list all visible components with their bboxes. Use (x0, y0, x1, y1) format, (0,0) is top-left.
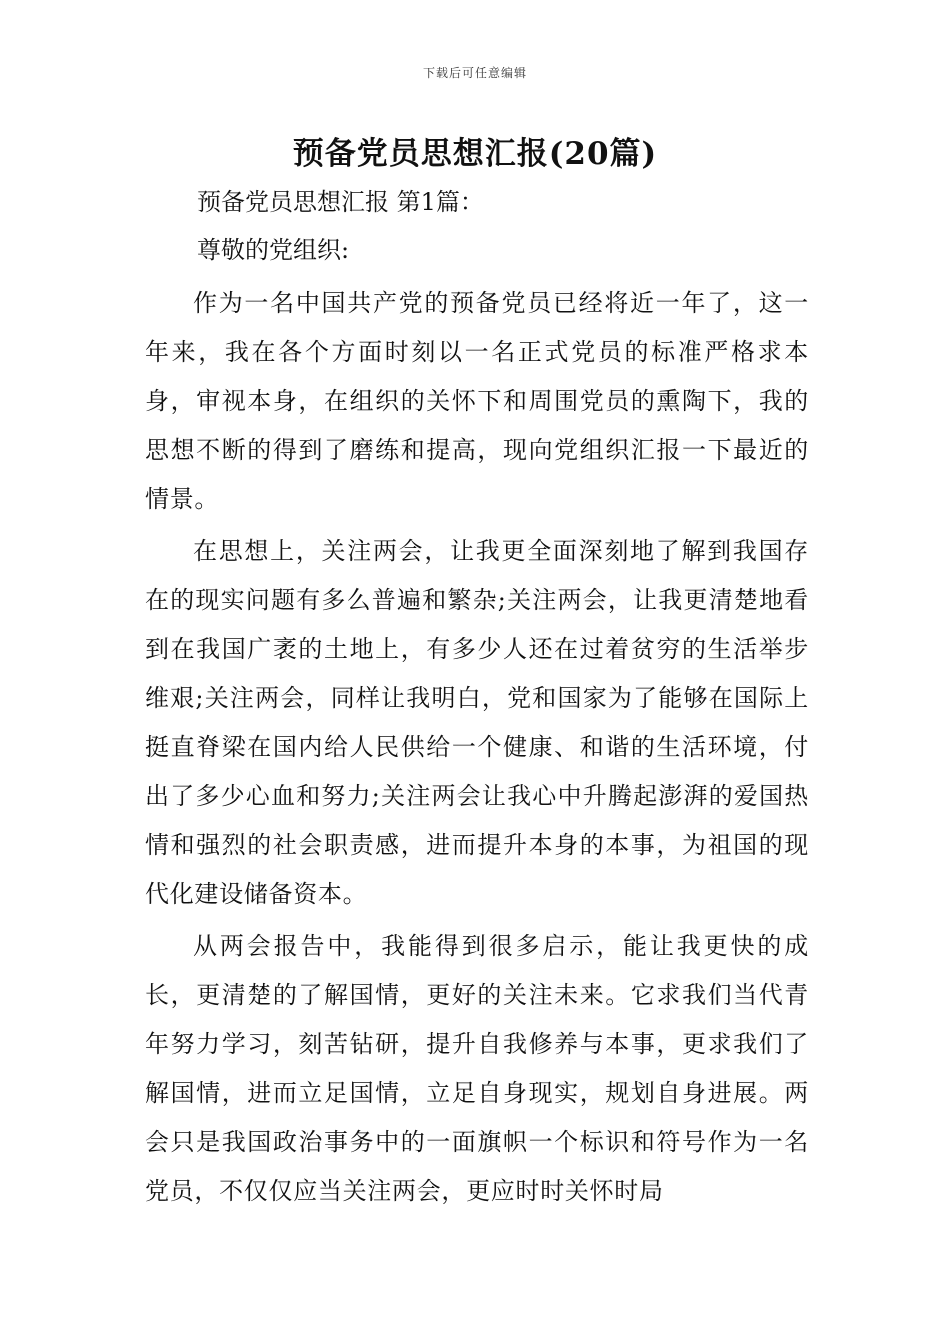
salutation: 尊敬的党组织: (197, 236, 350, 264)
paragraph: 在思想上，关注两会，让我更全面深刻地了解到我国存在的现实问题有多么普遍和繁杂;关注两会，让我更清楚地看到在我国广袤的土地上，有多少人还在过着贫穷的生活举步维艰;关注两会，同样让我明白，党和国家为了能够在国际上挺直脊梁在国内给人民供给一个健康、和谐的生活环境，付出了多少心血和努力;关注两会让我心中升腾起澎湃的爱国热情和强烈的社会职责感，进而提升本身的本事，为祖国的现代化建设储备资本。 (145, 537, 809, 908)
header-note: 下载后可任意编辑 (422, 66, 527, 80)
paragraph: 作为一名中国共产党的预备党员已经将近一年了，这一年来，我在各个方面时刻以一名正式党员的标准严格求本身，审视本身，在组织的关怀下和周围党员的熏陶下，我的思想不断的得到了磨练和提高，现向党组织汇报一下最近的情景。 (145, 289, 809, 513)
paragraph: 从两会报告中，我能得到很多启示，能让我更快的成长，更清楚的了解国情，更好的关注未来。它求我们当代青年努力学习，刻苦钻研，提升自我修养与本事，更求我们了解国情，进而立足国情，立足自身现实，规划自身进展。两会只是我国政治事务中的一面旗帜一个标识和符号作为一名党员，不仅仅应当关注两会，更应时时关怀时局 (145, 932, 809, 1205)
section-subtitle: 预备党员思想汇报 第1篇： (197, 188, 484, 216)
body-text (145, 279, 809, 1219)
document-title: 预备党员思想汇报(20篇) (292, 136, 658, 172)
